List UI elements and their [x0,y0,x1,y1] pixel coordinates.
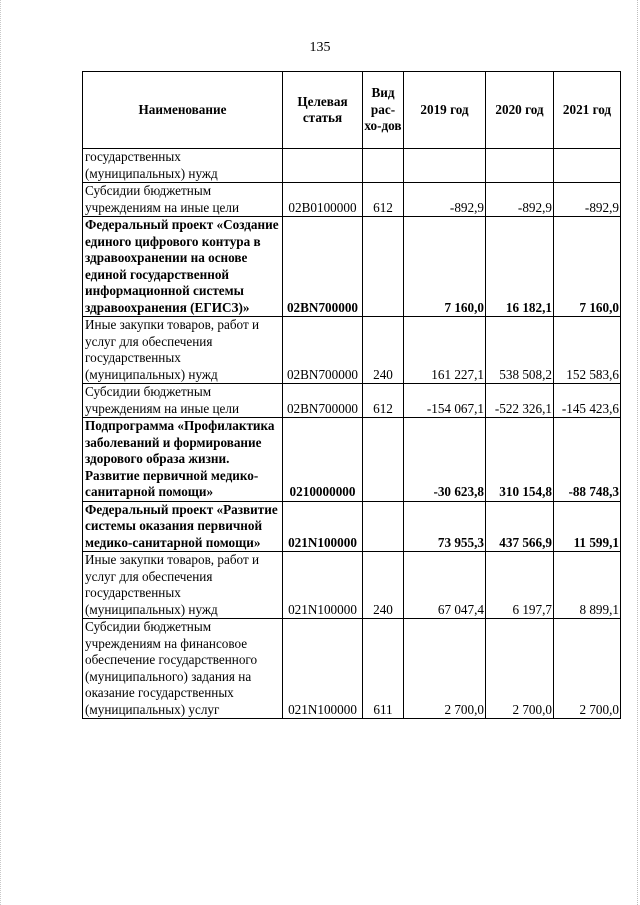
table-header-row [83,72,621,149]
row-name: Субсидии бюджетным учреждениям на иные цели [83,183,283,217]
table-row [83,418,621,502]
row-2021: -88 748,3 [554,418,621,502]
row-2020: -522 326,1 [486,384,554,418]
row-name: Федеральный проект «Развитие системы оказания первичной медико-санитарной помощи» [83,501,283,552]
row-2021: 11 599,1 [554,501,621,552]
row-type: 240 [363,317,404,384]
row-name: Иные закупки товаров, работ и услуг для обеспечения государственных (муниципальных) нужд [83,552,283,619]
row-2020: 6 197,7 [486,552,554,619]
row-type: 240 [363,552,404,619]
row-type [363,418,404,502]
row-2020: 538 508,2 [486,317,554,384]
row-name: Федеральный проект «Создание единого цифрового контура в здравоохранении на основе единой государственной информационной системы здравоохранения (ЕГИСЗ)» [83,217,283,317]
row-2019: -892,9 [404,183,486,217]
page-number: 135 [309,40,331,55]
budget-table [82,71,621,719]
row-2020 [486,149,554,183]
header-2020: 2020 год [486,72,554,149]
table-row [83,501,621,552]
row-2019: -30 623,8 [404,418,486,502]
table-row [83,183,621,217]
header-name: Наименование [83,72,283,149]
row-code: 02ВN700000 [283,217,363,317]
row-2021: 152 583,6 [554,317,621,384]
row-type [363,501,404,552]
row-2021 [554,149,621,183]
table-row [83,149,621,183]
row-name: государственных (муниципальных) нужд [83,149,283,183]
row-2019: 73 955,3 [404,501,486,552]
row-code: 02ВN700000 [283,384,363,418]
row-type: 612 [363,384,404,418]
table-row [83,384,621,418]
row-code: 021N100000 [283,552,363,619]
right-margin-marks [633,0,638,905]
left-margin-marks [0,0,5,905]
row-type: 612 [363,183,404,217]
row-name: Субсидии бюджетным учреждениям на иные цели [83,384,283,418]
table-row [83,317,621,384]
row-code: 021N100000 [283,619,363,719]
row-2020: -892,9 [486,183,554,217]
row-2021: -145 423,6 [554,384,621,418]
row-type [363,149,404,183]
row-code: 0210000000 [283,418,363,502]
row-code [283,149,363,183]
table-row [83,217,621,317]
row-2019: 67 047,4 [404,552,486,619]
row-name: Иные закупки товаров, работ и услуг для обеспечения государственных (муниципальных) нужд [83,317,283,384]
row-code: 021N100000 [283,501,363,552]
row-2021: 7 160,0 [554,217,621,317]
row-2019: 7 160,0 [404,217,486,317]
row-2021: 2 700,0 [554,619,621,719]
row-code: 02ВN700000 [283,317,363,384]
row-2021: -892,9 [554,183,621,217]
header-2019: 2019 год [404,72,486,149]
header-2021: 2021 год [554,72,621,149]
row-2019: -154 067,1 [404,384,486,418]
header-type: Вид рас-хо-дов [363,72,404,149]
row-2020: 2 700,0 [486,619,554,719]
row-2021: 8 899,1 [554,552,621,619]
row-2019: 161 227,1 [404,317,486,384]
row-type [363,217,404,317]
row-2019: 2 700,0 [404,619,486,719]
row-2020: 16 182,1 [486,217,554,317]
row-2019 [404,149,486,183]
header-code: Целевая статья [283,72,363,149]
row-name: Подпрограмма «Профилактика заболеваний и формирование здорового образа жизни. Развитие первичной медико-санитарной помощи» [83,418,283,502]
table-row [83,552,621,619]
row-2020: 437 566,9 [486,501,554,552]
row-name: Субсидии бюджетным учреждениям на финансовое обеспечение государственного (муниципального) задания на оказание государственных (муниципальных) услуг [83,619,283,719]
table-row [83,619,621,719]
row-code: 02В0100000 [283,183,363,217]
row-type: 611 [363,619,404,719]
row-2020: 310 154,8 [486,418,554,502]
